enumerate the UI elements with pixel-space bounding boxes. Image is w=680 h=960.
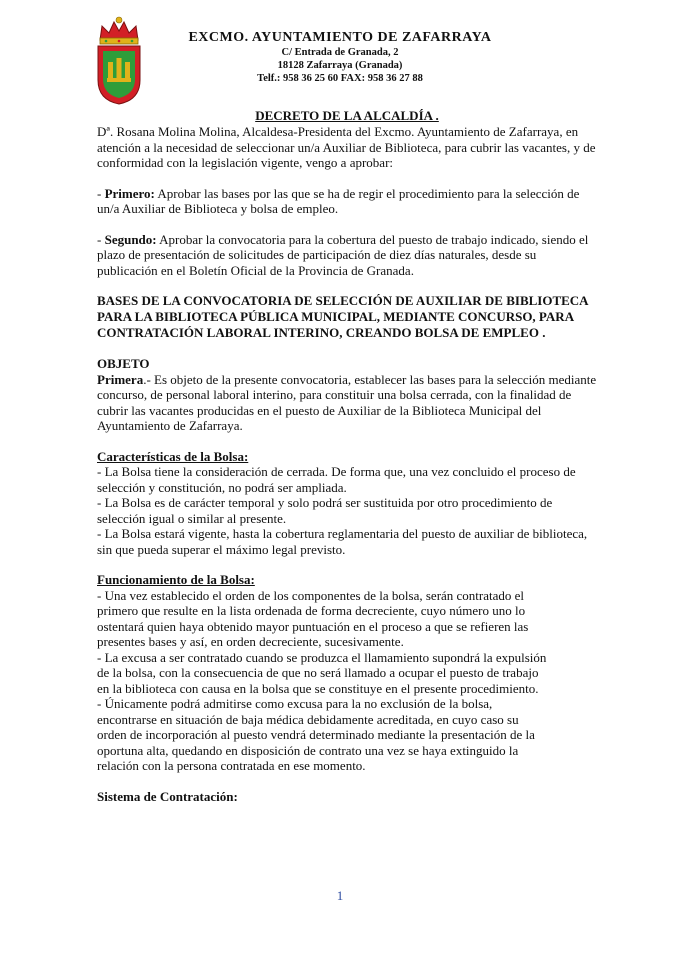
city-line: 18128 Zafarraya (Granada) [277,60,403,71]
intro-paragraph: Dª. Rosana Molina Molina, Alcaldesa-Presidenta del Excmo. Ayuntamiento de Zafarraya, en atención a la necesidad de seleccionar un/a Auxiliar de Biblioteca, para cubrir las vacantes, y de conformidad con la legislación vigente, vengo a aprobar: [97,124,596,170]
sistema-heading: Sistema de Contratación: [97,788,238,804]
list-item: - Una vez establecido el orden de los componentes de la bolsa, serán contratado el primero que resulte en la lista ordenada de forma decreciente, cuyo número uno lo ostentará quien haya obtenido mayor puntuación en el proceso a que se refieren las presentes bases y así, en orden decreciente, sucesivamente. [97,587,529,649]
list-item: - La Bolsa tiene la consideración de cerrada. De forma que, una vez concluido el proceso de selección y constitución, no podrá ser ampliada. [97,464,576,495]
objeto-paragraph [97,372,597,434]
address-line: C/ Entrada de Granada, 2 [281,47,399,58]
primero-prefix: - [97,185,105,201]
segundo-text: Aprobar la convocatoria para la cobertura del puesto de trabajo indicado, siendo el plazo de presentación de solicitudes de participación de diez días naturales, desde su publicación en el Boletín Oficial de la Provincia de Granada. [97,231,589,278]
primero-paragraph [97,186,597,217]
document-body [97,108,597,804]
funcionamiento-heading: Funcionamiento de la Bolsa: [97,572,255,587]
primero-label: Primero: [104,185,155,201]
list-item: - La Bolsa es de carácter temporal y solo podrá ser sustituida por otro procedimiento de selección igual o similar al presente. [97,495,553,526]
list-item: - La Bolsa estará vigente, hasta la cobertura reglamentaria del puesto de auxiliar de biblioteca, sin que pueda superar el máximo legal previsto. [97,526,588,557]
primero-text: Aprobar las bases por las que se ha de regir el procedimiento para la selección de un/a Auxiliar de Biblioteca y bolsa de empleo. [97,185,580,216]
objeto-text: .- Es objeto de la presente convocatoria, establecer las bases para la selección mediante concurso, de personal laboral interino, para constituir una bolsa cerrada, con la finalidad de cubrir las vacantes producidas en el puesto de Auxiliar de la Biblioteca Municipal del Ayuntamiento de Zafarraya. [97,371,597,433]
institution-name: EXCMO. AYUNTAMIENTO DE ZAFARRAYA [188,30,492,45]
coat-of-arms-icon [94,14,144,106]
list-item: - La excusa a ser contratado cuando se produzca el llamamiento supondrá la expulsión de la bolsa, con la consecuencia de que no será llamado a ocupar el puesto de trabajo en la biblioteca con causa en la bolsa que se constituye en el presente procedimiento. [97,649,547,696]
segundo-prefix: - [97,231,105,247]
objeto-heading: OBJETO [97,356,150,371]
page-number: 1 [336,888,344,903]
caracteristicas-heading: Características de la Bolsa: [97,448,249,464]
letterhead [150,30,530,85]
bases-title: BASES DE LA CONVOCATORIA DE SELECCIÓN DE AUXILIAR DE BIBLIOTECA PARA LA BIBLIOTECA PÚBLICA MUNICIPAL, MEDIANTE CONCURSO, PARA CONTRATACIÓN LABORAL INTERINO, CREANDO BOLSA DE EMPLEO . [97,293,588,340]
phone-line: Telf.: 958 36 25 60 FAX: 958 36 27 88 [257,73,423,84]
objeto-label: Primera [97,371,144,387]
list-item: - Únicamente podrá admitirse como excusa para la no exclusión de la bolsa, encontrarse en situación de baja médica debidamente acreditada, en cuyo caso su orden de incorporación al puesto vendrá determinado mediante la presentación de la oportuna alta, quedando en disposición de contrato una vez se haya extinguido la relación con la persona contratada en ese momento. [97,696,535,773]
segundo-label: Segundo: [104,231,157,247]
decree-title: DECRETO DE LA ALCALDÍA . [255,108,439,123]
segundo-paragraph [97,232,597,279]
